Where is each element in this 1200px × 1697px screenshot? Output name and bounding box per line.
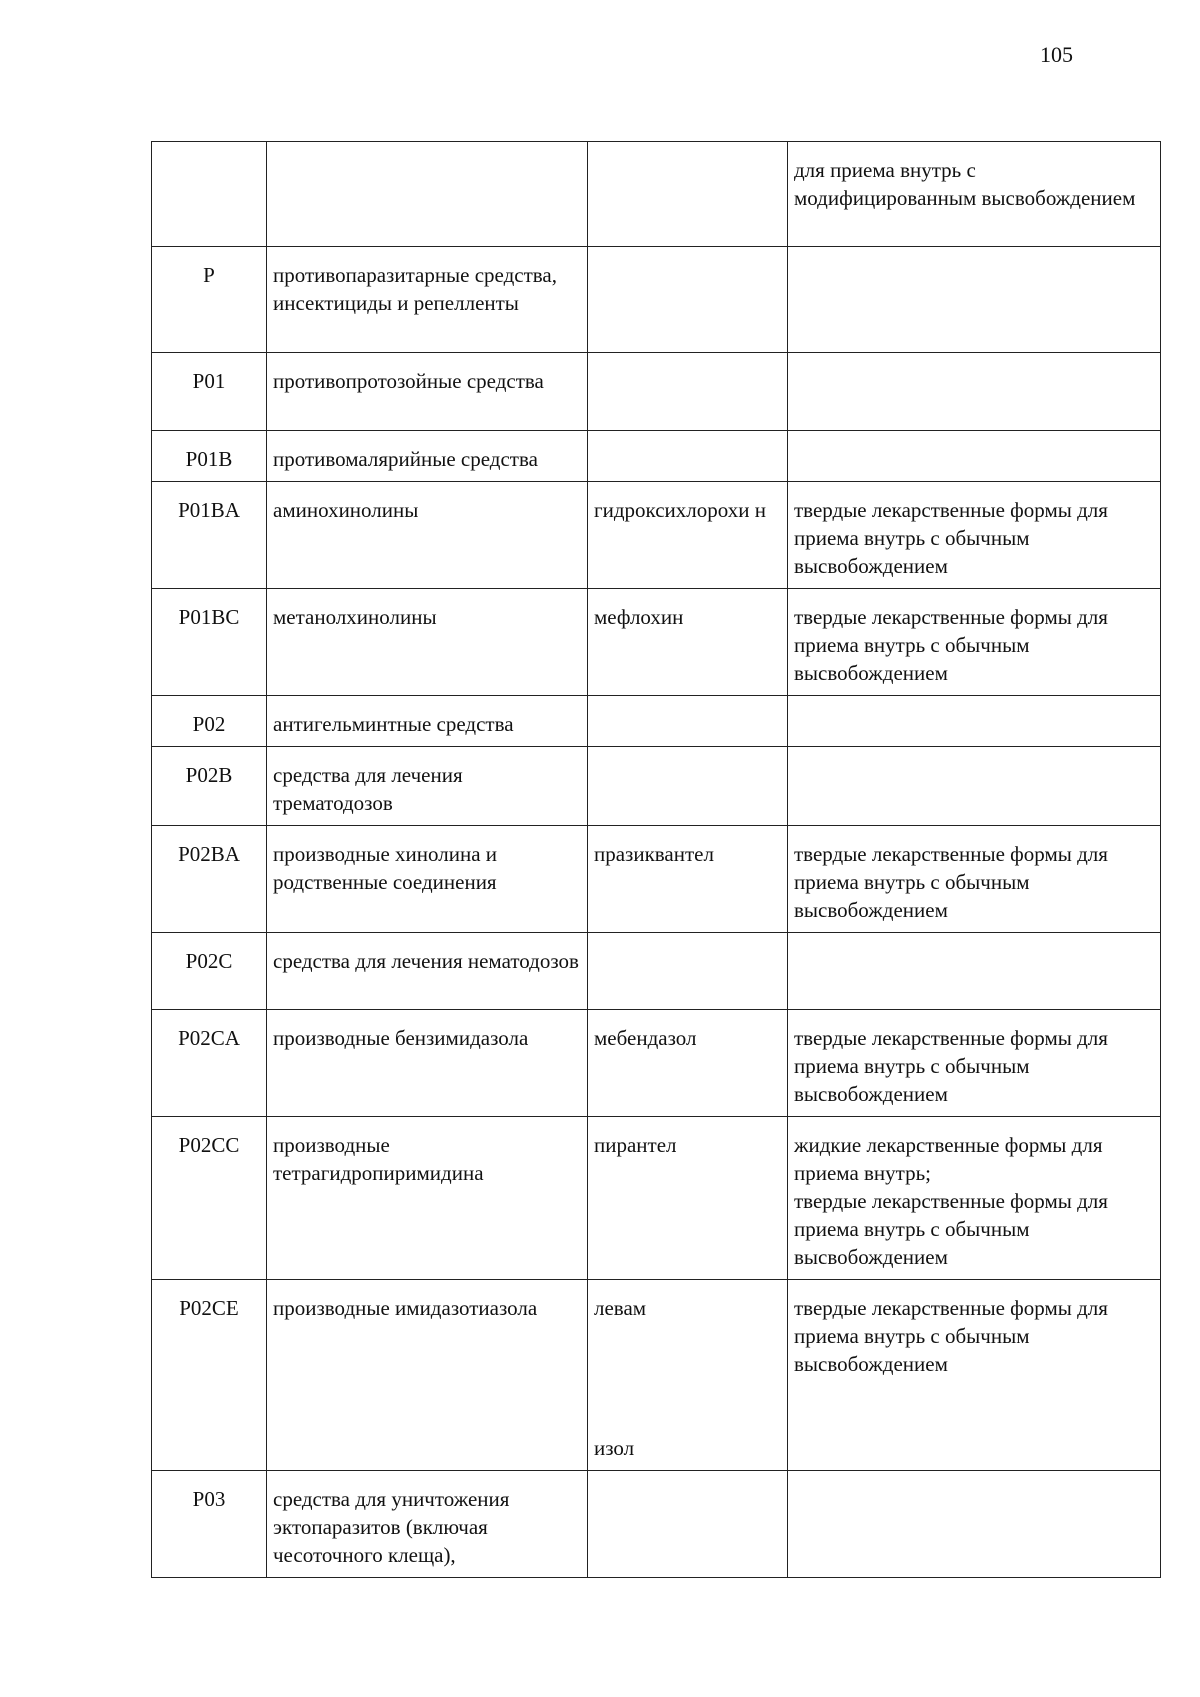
table-row	[152, 696, 1161, 747]
drug-name-cell: празиквантел	[588, 826, 788, 933]
atc-code-cell: P02BA	[152, 826, 267, 933]
dosage-form-cell	[788, 696, 1161, 747]
dosage-form-cell	[788, 431, 1161, 482]
dosage-form-cell: твердые лекарственные формы для приема внутрь с обычным высвобождением	[788, 589, 1161, 696]
dosage-form-cell: для приема внутрь с модифицированным высвобождением	[788, 142, 1161, 247]
group-name-cell: метанолхинолины	[267, 589, 588, 696]
medication-table	[151, 141, 1161, 1578]
group-name-cell: производные бензимидазола	[267, 1010, 588, 1117]
table-row	[152, 142, 1161, 247]
drug-name-fragment: изол	[594, 1436, 635, 1460]
table-row	[152, 1471, 1161, 1578]
atc-code-cell: P01BC	[152, 589, 267, 696]
atc-code-cell: P	[152, 247, 267, 353]
dosage-form-cell	[788, 247, 1161, 353]
dosage-form-cell: твердые лекарственные формы для приема внутрь с обычным высвобождением	[788, 1010, 1161, 1117]
drug-name-cell	[588, 431, 788, 482]
group-name-cell: аминохинолины	[267, 482, 588, 589]
group-name-cell	[267, 142, 588, 247]
dosage-form-cell	[788, 353, 1161, 431]
atc-code-cell: P01BA	[152, 482, 267, 589]
drug-name-cell: мефлохин	[588, 589, 788, 696]
dosage-form-cell	[788, 933, 1161, 1010]
table-row	[152, 482, 1161, 589]
group-name-cell: производные тетрагидропиримидина	[267, 1117, 588, 1280]
atc-code-cell	[152, 142, 267, 247]
drug-name-cell	[588, 353, 788, 431]
group-name-cell: средства для лечения нематодозов	[267, 933, 588, 1010]
table-row	[152, 589, 1161, 696]
table-row	[152, 826, 1161, 933]
table-row	[152, 747, 1161, 826]
drug-name-cell: мебендазол	[588, 1010, 788, 1117]
group-name-cell: производные хинолина и родственные соединения	[267, 826, 588, 933]
page-number: 105	[1040, 42, 1073, 67]
atc-code-cell: P01	[152, 353, 267, 431]
drug-name-cell	[588, 933, 788, 1010]
drug-name-cell	[588, 1280, 788, 1471]
group-name-cell: противопротозойные средства	[267, 353, 588, 431]
group-name-cell: противопаразитарные средства, инсектициды и репелленты	[267, 247, 588, 353]
drug-name-cell: гидроксихлорохи н	[588, 482, 788, 589]
atc-code-cell: P03	[152, 1471, 267, 1578]
dosage-form-cell: твердые лекарственные формы для приема внутрь с обычным высвобождением	[788, 826, 1161, 933]
atc-code-cell: P02CE	[152, 1280, 267, 1471]
group-name-cell: средства для лечения трематодозов	[267, 747, 588, 826]
drug-name-cell	[588, 1471, 788, 1578]
atc-code-cell: P02CC	[152, 1117, 267, 1280]
table-row	[152, 353, 1161, 431]
atc-code-cell: P02CA	[152, 1010, 267, 1117]
dosage-form-cell: твердые лекарственные формы для приема внутрь с обычным высвобождением	[788, 1280, 1161, 1471]
table-row	[152, 933, 1161, 1010]
table-row	[152, 1280, 1161, 1471]
group-name-cell: средства для уничтожения эктопаразитов (включая чесоточного клеща),	[267, 1471, 588, 1578]
drug-name-cell	[588, 696, 788, 747]
atc-code-cell: P01B	[152, 431, 267, 482]
drug-name-cell	[588, 247, 788, 353]
table-row	[152, 1010, 1161, 1117]
dosage-form-cell: твердые лекарственные формы для приема внутрь с обычным высвобождением	[788, 482, 1161, 589]
atc-code-cell: P02B	[152, 747, 267, 826]
dosage-form-cell	[788, 747, 1161, 826]
atc-code-cell: P02C	[152, 933, 267, 1010]
drug-name-cell: пирантел	[588, 1117, 788, 1280]
dosage-form-cell	[788, 1117, 1161, 1280]
drug-name-fragment: левам	[594, 1296, 647, 1320]
dosage-form-line: твердые лекарственные формы для приема внутрь с обычным высвобождением	[794, 1189, 1108, 1269]
table-row	[152, 247, 1161, 353]
drug-name-cell	[588, 747, 788, 826]
group-name-cell: производные имидазотиазола	[267, 1280, 588, 1471]
table-row	[152, 1117, 1161, 1280]
group-name-cell: противомалярийные средства	[267, 431, 588, 482]
drug-name-cell	[588, 142, 788, 247]
dosage-form-line: жидкие лекарственные формы для приема внутрь;	[794, 1133, 1103, 1185]
atc-code-cell: P02	[152, 696, 267, 747]
group-name-cell: антигельминтные средства	[267, 696, 588, 747]
dosage-form-cell	[788, 1471, 1161, 1578]
table-row	[152, 431, 1161, 482]
